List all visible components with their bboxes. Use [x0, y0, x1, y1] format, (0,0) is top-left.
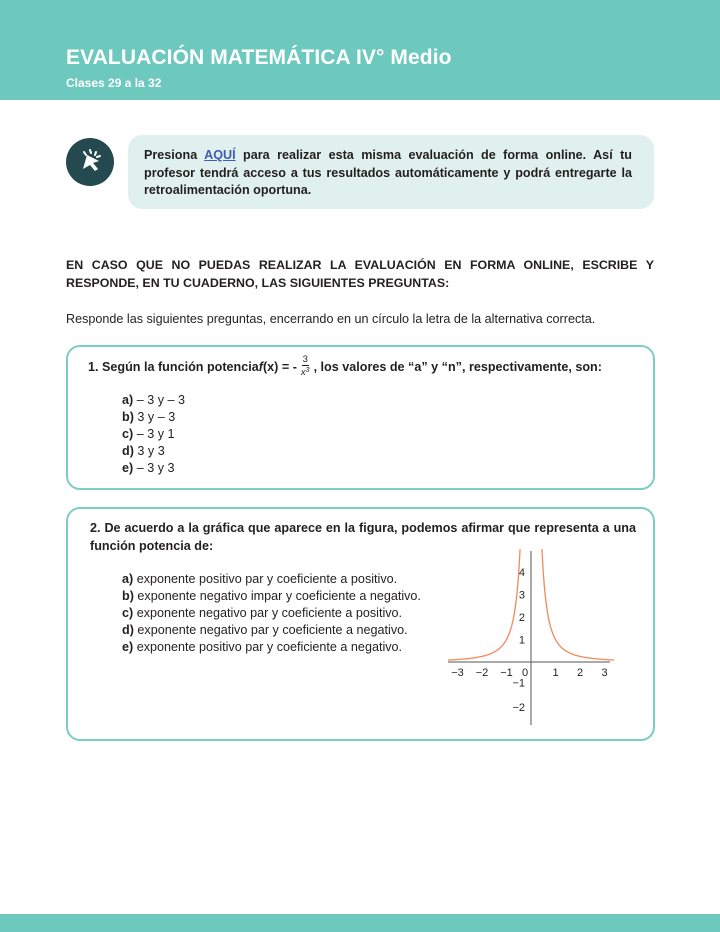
option[interactable]: c) exponente negativo par y coeficiente a positivo. [122, 606, 403, 620]
question-2-text: 2. De acuerdo a la gráfica que aparece en la figura, podemos afirmar que representa a una función potencia de: [90, 521, 636, 553]
curve-left-branch [448, 549, 523, 660]
x-tick-label: 2 [576, 667, 584, 679]
option[interactable]: d) exponente negativo par y coeficiente a negativo. [122, 623, 408, 637]
y-tick-label: −1 [512, 677, 525, 690]
option[interactable]: b) 3 y – 3 [122, 410, 176, 424]
option[interactable]: a) – 3 y – 3 [122, 393, 186, 407]
option[interactable]: b) exponente negativo impar y coeficiente a negativo. [122, 589, 421, 603]
x-tick-label: −3 [451, 667, 464, 679]
question-1-text: 1. Según la función potencia f (x) = - $\frac{3}{x^3}$ , los valores de “a” y “n”, respectivamente, son: [88, 354, 602, 378]
x-tick-label: 0 [521, 667, 529, 679]
question-1-options [122, 392, 185, 477]
y-tick-label: −2 [512, 702, 525, 714]
online-evaluation-text: Presiona AQUÍ para realizar esta misma evaluación de forma online. Así tu profesor tendrá acceso a tus resultados automáticamente y podrá entregarte la retroalimentación oportuna. [144, 148, 632, 197]
x-tick-label: −2 [475, 667, 489, 679]
page-title: EVALUACIÓN MATEMÁTICA IV° Medio [66, 46, 452, 69]
x-tick-label: 3 [601, 667, 608, 679]
option[interactable]: c) – 3 y 1 [122, 427, 175, 441]
question-2-options [122, 571, 421, 656]
fraction: $\frac{3}{x^3}$ [300, 354, 310, 378]
question-2-box [66, 507, 655, 741]
y-tick-label: 3 [518, 589, 525, 602]
y-tick-label: 1 [518, 634, 525, 647]
online-evaluation-box [128, 135, 654, 209]
option[interactable]: e) exponente positivo par y coeficiente a negativo. [122, 640, 403, 654]
header-banner [0, 0, 720, 100]
y-tick-label: 4 [518, 567, 525, 579]
option[interactable]: a) exponente positivo par y coeficiente a positivo. [122, 572, 398, 586]
x-tick-label: 1 [552, 667, 559, 679]
function-graph [448, 549, 618, 729]
online-evaluation-link[interactable]: AQUÍ [204, 148, 236, 162]
x-tick-label: −1 [500, 667, 513, 679]
question-1-box [66, 345, 655, 490]
page-subtitle: Clases 29 a la 32 [66, 76, 162, 90]
answer-instructions: Responde las siguientes preguntas, encerrando en un círculo la letra de la alternativa correcta. [66, 312, 596, 326]
y-tick-label: 2 [518, 612, 525, 624]
curve-right-branch [539, 549, 614, 660]
click-cursor-icon[interactable] [66, 138, 114, 186]
offline-instructions: EN CASO QUE NO PUEDAS REALIZAR LA EVALUACIÓN EN FORMA ONLINE, ESCRIBE Y RESPONDE, EN TU CUADERNO, LAS SIGUIENTES PREGUNTAS: [66, 258, 654, 290]
option[interactable]: d) 3 y 3 [122, 444, 165, 458]
option[interactable]: e) – 3 y 3 [122, 461, 175, 475]
footer-band [0, 914, 720, 932]
